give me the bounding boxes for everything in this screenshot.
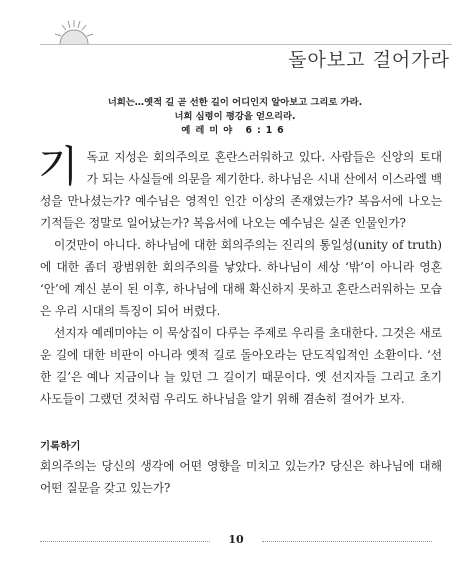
paragraph-2: 이것만이 아니다. 하나님에 대한 회의주의는 진리의 통일성(unity of truth)에 대한 좀더 광범위한 회의주의를 낳았다. 하나님이 세상 ‘밖’이 아니라 영혼 ‘안’에 계신 분이 된 이후, 하나님에 대해 확신하지 못하고 혼란스러워하는 모습은 우리 시대의 특징이 되어 버렸다. <box>40 238 442 318</box>
epigraph-reference: 예레미야 6:16 <box>181 125 289 136</box>
paragraph-3: 선지자 예레미야는 이 묵상집이 다루는 주제로 우리를 초대한다. 그것은 새로운 길에 대한 비판이 아니라 옛적 길로 돌아오라는 단도직입적인 소환이다. ‘선한 길’은 예나 지금이나 늘 있던 그 길이기 때문이다. 옛 선지자들 그리고 초기 사도들이 그랬던 것처럼 우리도 하나님을 알기 위해 겸손히 걸어가 보자. <box>40 326 442 406</box>
footer-divider-left <box>40 541 210 542</box>
section-title: 돌아보고 걸어가라 <box>288 49 450 71</box>
journal-heading: 기록하기 <box>40 440 81 452</box>
body-text <box>38 142 442 410</box>
paragraph-1-text: 독교 지성은 회의주의로 혼란스러워하고 있다. 사람들은 신앙의 토대가 되는 사실들에 의문을 제기한다. 하나님은 시내 산에서 이스라엘 백성을 만나셨는가? 예수님은 영적인 인간 이상의 존재였는가? 복음서에 나오는 기적들은 정말로 일어났는가? 복음서에 나오는 예수님은 실존 인물인가? <box>40 150 442 230</box>
paragraph-1 <box>38 142 442 234</box>
epigraph-line-1: 너희는…옛적 길 곧 선한 길이 어디인지 알아보고 그리로 가라. <box>107 97 363 108</box>
footer-divider-right <box>262 541 432 542</box>
epigraph-line-2: 너희 심령이 평강을 얻으리라. <box>174 111 296 122</box>
journal-question: 회의주의는 당신의 생각에 어떤 영향을 미치고 있는가? 당신은 하나님에 대해 어떤 질문을 갖고 있는가? <box>40 459 442 495</box>
page-number: 10 <box>228 533 244 546</box>
sun-icon <box>52 18 96 46</box>
drop-cap: 기 <box>38 142 79 191</box>
epigraph <box>70 96 400 138</box>
